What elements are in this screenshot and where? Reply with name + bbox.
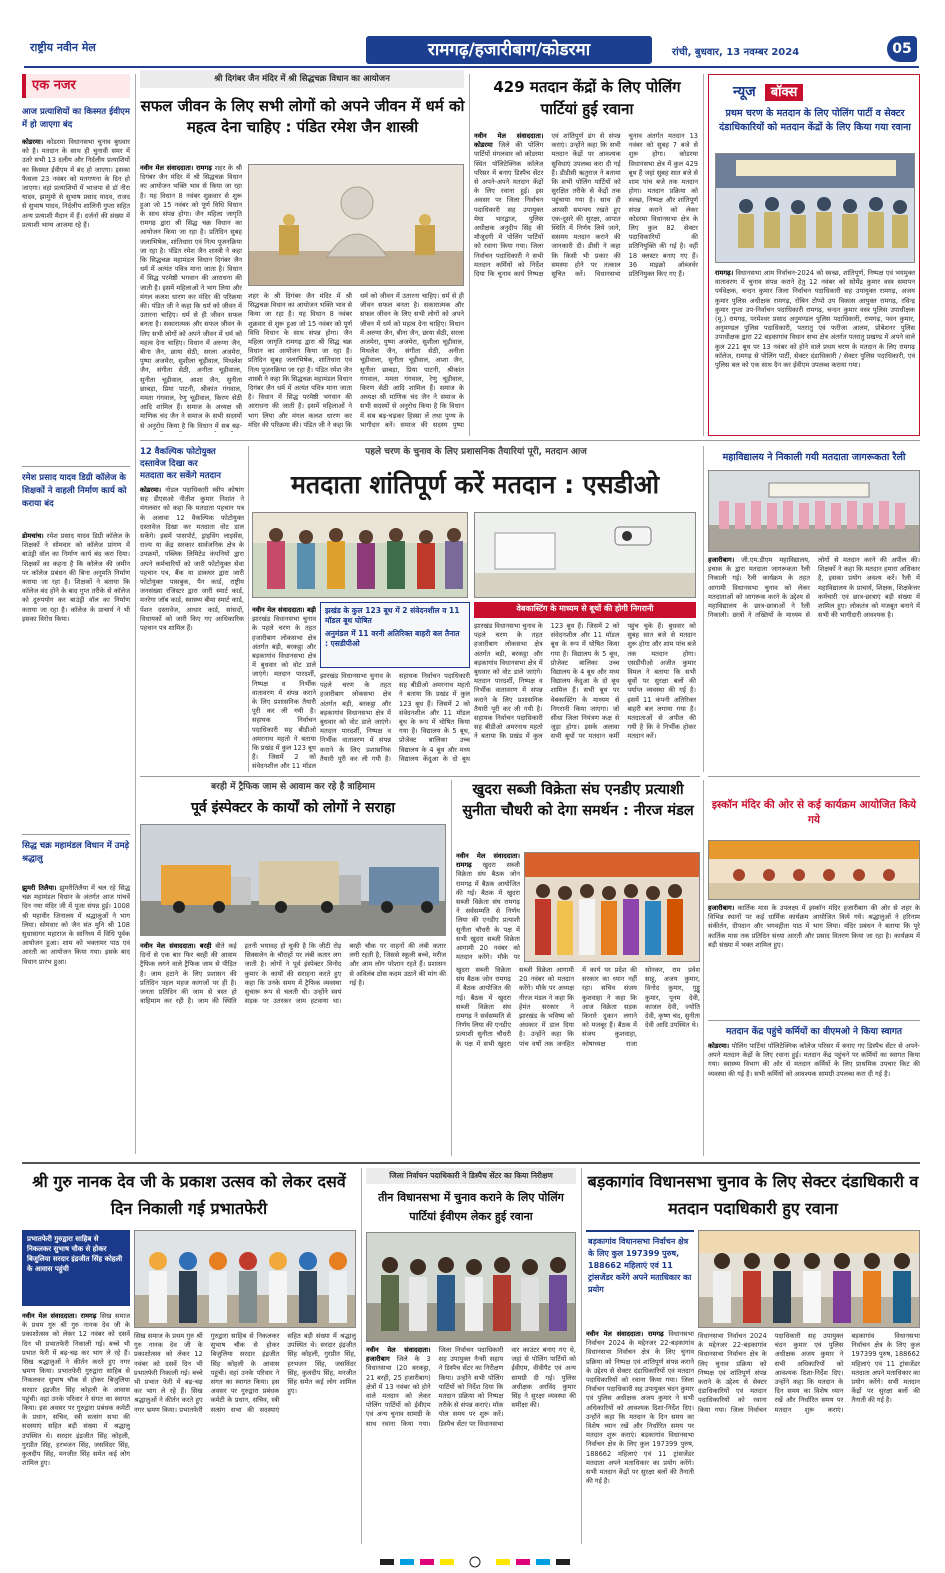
photo-id-box xyxy=(140,446,244,776)
guru-nanak-body-col1: नवीन मेल संवाददाता। रामगढ़ सिख समाज के प्रथम गुरु श्री गुरु नानक देव जी के प्रकाशोत्सव को लेकर 12 नवंबर को दसवें दिन भी प्रभातफेरी निकाली गई। बच्चे भी प्रभात फेरी में बढ़-चढ़ कर भाग ले रहे हैं। सिख श्रद्धालुओं ने कीर्तन करते हुए नगर भ्रमण किया। प्रभातफेरी गुरुद्वारा साहिब से निकलकर सुभाष चौक से होकर बिजुलिया सरदार इंद्रजीत सिंह कोहली के आवास पहुंची। वहां उनके परिवार ने संगत का स्वागत किया। इस अवसर पर गुरुद्वारा प्रबंधक कमेटी के प्रधान, सचिव, स्त्री सत्संग सभा की सदस्याएं सहित बड़ी संख्या में श्रद्धालु उपस्थित थे। सरदार इंद्रजीत सिंह कोहली, गुरप्रीत सिंह, हरभजन सिंह, जसविंदर सिंह, कुलदीप सिंह, मनजीत सिंह समेत कई लोग शामिल हुए। xyxy=(22,1312,130,1468)
vendors-body-col1: नवीन मेल संवाददाता। रामगढ़ खुदरा सब्जी विक्रेता संघ बैठक जोन रामगढ़ में बैठक आयोजित की गई। बैठक में खुदरा सब्जी विक्रेता संघ रामगढ़ ने सर्वसम्मति से निर्णय लिया की एनडीए प्रत्याशी सुनीता चौधरी के पक्ष में सभी खुदरा सब्जी विक्रेता आगामी 20 नवंबर को मतदान करेंगे। मौके पर xyxy=(456,852,520,962)
traffic-headline: पूर्व इंस्पेक्टर के कार्यों को लोगों ने सराहा xyxy=(190,800,396,816)
section-title: रामगढ़/हजारीबाग/कोडरमा xyxy=(427,40,591,60)
booth-staff-headline: मतदान केंद्र पहुंचे कर्मियों का वीएमओ ने किया स्वागत xyxy=(725,1027,903,1037)
news-box xyxy=(708,74,920,436)
photo-id-headline: 12 वैकल्पिक फोटोयुक्त दस्तावेज दिखा कर मतदाता कर सकेंगे मतदान xyxy=(140,447,221,481)
sidebar-ek-nazar xyxy=(22,74,130,1159)
traffic-photo xyxy=(140,824,446,936)
sidebar-item-1-headline: आज प्रत्याशियों का किस्मत ईवीएम में हो जाएगा बंद xyxy=(22,107,130,130)
news-box-headline: प्रथम चरण के मतदान के लिए पोलिंग पार्टी व सेक्टर दंडाधिकारियों को मतदान केंद्रों के लिए किया गया रवाना xyxy=(719,108,911,133)
vendors-body: खुदरा सब्जी विक्रेता संघ बैठक जोन रामगढ़ में बैठक आयोजित की गई। बैठक में खुदरा सब्जी विक्रेता संघ रामगढ़ ने सर्वसम्मति से निर्णय लिया की एनडीए प्रत्याशी सुनीता चौधरी के पक्ष में सभी खुदरा सब्जी विक्रेता आगामी 20 नवंबर को मतदान करेंगे। मौके पर अध्यक्ष नीरज मंडल ने कहा कि हेमंत सरकार ने झारखंड के भविष्य को अंधकार में डाल दिया है। उन्होंने कहा कि पांच वर्षों तक जनहित में कार्य पर प्रदेश की सरकार का ध्यान नहीं रहा। सचिव संजय कुशवाहा ने कहा कि आज विक्रेता सड़क किनारे दुकान लगाने को मजबूर हैं। बैठक में संजय कुशवाहा, कोषाध्यक्ष राजा सोनकर, राम प्रवेश साहू, अजय कुमार, विनोद कुमार, गुड्डू कुमार, पूनम देवी, काजल देवी, ज्योति देवी, कृष्ण चंद, सुनीता देवी आदि उपस्थित थे। xyxy=(456,966,700,1048)
guru-nanak-photo xyxy=(134,1230,356,1328)
jain-event-body-cont: शहर के श्री दिगंबर जैन मंदिर में श्री सिद्धचक्र विधान का आयोजन भक्ति भाव से किया जा रहा है। यह विधान 8 नवंबर शुक्रवार से शुरू हुआ जो 15 नवंबर को पूर्ण विधि विधान के साथ संपन्न होगा। जैन महिला जागृति रामगढ़ द्वारा श्री सिद्ध चक्र विधान का आयोजन किया जा रहा है। प्रतिदिन सुबह जलाभिषेक, शांतिधारा एवं नित्य पूजनक्रिया जा रहा है। पंडित रमेश जैन शास्त्री ने कहा कि सिद्धचक्र महामंडल विधान दिगंबर जैन धर्म में अत्यंत पवित्र माना जाता है। विधान में सिद्ध परमेष्ठी भगवान की आराधना की जाती है। इसमें महिलाओं ने भाग लिया और मंगल कलश धारण कर मंदिर की परिक्रमा की। पंडित जी ने कहा कि धर्म को जीवन में उतारना चाहिए। धर्म से ही जीवन सफल बनता है। सकारात्मक और सफल जीवन के लिए सभी लोगों को अपने जीवन में धर्म को महत्व देना चाहिए। विधान में अरुणा जैन, बीना जैन, छाया सेठी, सरला अजमेरा, पुष्पा अजमेरा, सुशीला चूड़ीवाल, मिथलेश जैन, संगीता सेठी, अनीता चूड़ीवाला, सुनीता चूड़ीवाल, आशा जैन, सुनीता छाबड़ा, प्रिया पाटनी, श्रीकांत गंगवाल, ममता गंगवाल, रेणु चूड़ीवाल, किरण सेठी आदि शामिल हैं। समाज के अध्यक्ष श्री माणिक चंद जैन ने समाज के सभी सदस्यों से अनुरोध किया है कि विधान में सब बढ़-चढ़कर हिस्सा लें तथा पुण्य के भागीदार बनें। समाज की सदस्य पुष्पा xyxy=(248,292,464,429)
evm-headline: तीन विधानसभा में चुनाव कराने के लिए पोलिंग पार्टियां ईवीएम लेकर हुई रवाना xyxy=(378,1191,564,1223)
polling-parties-body: नवीन मेल संवाददाता। कोडरमा जिले की पोलिंग पार्टियों मंगलवार को कोडरमा स्थित पॉलिटेक्निक कॉलेज परिसर में बनाए डिस्पैच सेंटर से अपने-अपने मतदान केंद्रों के लिए रवाना हुई। इस अवसर पर जिला निर्वाचन पदाधिकारी सह उपायुक्त मेघा भारद्वाज, पुलिस अधीक्षक अनुदीप सिंह की मौजूदगी में पोलिंग पार्टियों को रवाना किया गया। जिला निर्वाचन पदाधिकारी ने सभी मतदान कर्मियों को निर्देश दिया कि चुनाव कार्य निष्पक्ष एवं शांतिपूर्ण ढंग से संपन्न कराएं। उन्होंने कहा कि सभी मतदान केंद्रों पर आवश्यक सुविधाएं उपलब्ध करा दी गई हैं। डीडीसी ऋतुराज ने बताया कि सभी पोलिंग पार्टियों को सुरक्षित तरीके से केंद्रों तक पहुंचाया गया है। साथ ही आपसी समन्वय रखते हुए एक-दूसरे की सुरक्षा, आपात स्थिति में निर्णय लिये जाने, ससमय मतदान कराने की जानकारी दी। डीसी ने कहा कि किसी भी प्रकार की समस्या होने पर तत्काल सूचित करें। विधानसभा चुनाव अंतर्गत मतदान 13 नवंबर को सुबह 7 बजे से शुरू होगा। कोडरमा विधानसभा क्षेत्र में कुल 429 बूथ हैं जहां सुबह सात बजे से शाम पांच बजे तक मतदान होगा। मतदान प्रक्रिया को स्वच्छ, निष्पक्ष और शांतिपूर्ण संपन्न कराने को लेकर कोडरमा विधानसभा क्षेत्र के लिए कुल 82 सेक्टर पदाधिकारियों की प्रतिनियुक्ति की गई है। वहीं 18 क्लस्टर बनाए गए हैं। 36 माइक्रो ऑब्जर्वर प्रतिनियुक्त किए गए हैं। xyxy=(474,132,698,279)
iskcon-body: हजारीबाग। कार्तिक मास के उपलक्ष्य में इस्कॉन मंदिर हजारीबाग की ओर से शहर के विभिन्न स्थानों पर कई धार्मिक कार्यक्रम आयोजित किये गये। श्रद्धालुओं ने हरिनाम संकीर्तन, दीपदान और भगवद्गीता पाठ में भाग लिया। मंदिर प्रबंधन ने बताया कि पूरे कार्तिक मास तक प्रतिदिन संध्या आरती और प्रसाद वितरण किया जा रहा है। कार्यक्रम में बड़ी संख्या में भक्त शामिल हुए। xyxy=(708,904,920,949)
peaceful-voting-kicker: पहले चरण के चुनाव के लिए प्रशासनिक तैयारियां पूरी, मतदान आज xyxy=(365,447,587,457)
sidebar-item-1-body: कोडरमा। कोडरमा विधानसभा चुनाव बुधवार को है। मतदान के साथ ही चुनावी समर में उतरे सभी 13 दलीय और निर्दलीय प्रत्याशियों का किस्मत ईवीएम में बंद हो जाएगा। इसका फैसला 23 नवंबर को मतगणना के दिन हो जाएगा। वहां प्रत्याशियों में भाजपा से डॉ नीरा यादव, झामुमो से सुभाष प्रसाद यादव, राजद से सुभाष यादव, निर्दलीय शालिनी गुप्ता सहित अन्य प्रत्याशी मैदान में हैं। दर्जनों की संख्या में प्रत्याशी भाग्य आजमा रहे हैं। xyxy=(22,138,130,229)
sidebar-item-2-body: डोमचांच। रमेश प्रसाद यादव डिग्री कॉलेज के शिक्षकों ने सोमवार को कॉलेज प्रांगण में बाउंड्री वॉल का निर्माण कार्य बंद करा दिया। शिक्षकों का कहना है कि कॉलेज की जमीन पर कॉलेज प्रबंधन की बिना अनुमति निर्माण कराया जा रहा है। शिक्षकों ने बताया कि कॉलेज बंद होने के बाद गुप्त तरीके से कॉलेज को दुरुपयोग कर बाउंड्री वॉल का निर्माण कराया जा रहा है। कॉलेज के प्राचार्य ने भी इसका विरोध किया। xyxy=(22,532,130,623)
news-box-body: रामगढ़। विधानसभा आम निर्वाचन-2024 को स्वच्छ, शांतिपूर्ण, निष्पक्ष एवं भयमुक्त वातावरण में चुनाव संपन्न कराने हेतु 12 नवंबर को सोमेंद्र कुमार वस्त्र समापन पर्यवेक्षक, चन्दन कुमार जिला निर्वाचन पदाधिकारी सह उपायुक्त रामगढ़, अजय कुमार पुलिस अधीक्षक रामगढ़, रोबिन टोप्पो उप विकास आयुक्त रामगढ़, रविन्द्र कुमार गुप्ता उप-निर्वाचन पदाधिकारी रामगढ़, चन्दन कुमार वस्त्र पुलिस उपाधीक्षक (मु.) रामगढ़, परमेश्वर प्रसाद अनुमण्डल पुलिस पदाधिकारी, रामगढ़, पवन कुमार, अनुमण्डल पुलिस पदाधिकारी, पतरातु एवं फरीजा आलम, प्रोबेशनर पुलिस उपाधीक्षक द्वारा 22 बड़कागांव विधान सभा क्षेत्र अंतर्गत पतरातु प्रखण्ड में अपने वाले कुल 221 बूथ पर 13 नवंबर को होने वाले प्रथम चरण के मतदान के लिए रामगढ़ कॉलेज, रामगढ़ से पोलिंग पार्टी, सेक्टर दंडाधिकारी / सेक्टर पुलिस पदाधिकारी, एवं पुलिस बल को एक साथ दैन कर ईवीएम उपलब्ध कराया गया। xyxy=(715,269,915,370)
dateline: रांची, बुधवार, 13 नवम्बर 2024 xyxy=(672,47,800,58)
sidebar-item-3-headline: सिद्ध चक्र महामंडल विधान में उमड़े श्रद्धालु xyxy=(22,841,130,864)
sidebar-item-2-headline: रमेश प्रसाद यादव डिग्री कॉलेज के शिक्षकों ने वाहली निर्माण कार्य को कराया बंद xyxy=(22,473,127,509)
page-number: 05 xyxy=(887,36,917,62)
peaceful-voting-body-left: नवीन मेल संवाददाता। बड़ी झारखंड विधानसभा चुनाव के पहले चरण के तहत हजारीबाग लोकसभा क्षेत्र अंतर्गत बड़ी, बरकट्ठा और बड़कागांव विधानसभा क्षेत्र में बुधवार को वोट डाले जाएंगे। मतदान पारदर्शी, निष्पक्ष व निर्भीक वातावरण में संपन्न कराने के लिए प्रशासनिक तैयारी पूरी कर ली गयी है। सहायक निर्वाचन पदाधिकारी सह बीडीओ अमरनाथ महतो ने बताया कि प्रखंड में कुल 123 बूथ हैं। जिसमें 2 को संवेदनशील और 11 मॉडल xyxy=(252,606,316,771)
iskcon-photo xyxy=(708,840,920,900)
vendors-body-top xyxy=(358,852,359,853)
peaceful-voting-headline: मतदाता शांतिपूर्ण करें मतदान : एसडीओ xyxy=(290,470,660,499)
barkagaon-headline: बड़कागांव विधानसभा चुनाव के लिए सेक्टर दंडाधिकारी व मतदान पदाधिकारी हुए रवाना xyxy=(587,1172,919,1218)
traffic-kicker: बरही में ट्रैफिक जाम से आवाम कर रहे है त्राहिमाम xyxy=(211,782,375,792)
jain-event-headline: सफल जीवन के लिए सभी लोगों को अपने जीवन में धर्म को महत्व देना चाहिए : पंडित रमेश जैन शास्त्री xyxy=(140,97,465,136)
peaceful-voting-body-mid: झारखंड विधानसभा चुनाव के पहले चरण के तहत हजारीबाग लोकसभा क्षेत्र अंतर्गत बड़ी, बरकट्ठा और बड़कागांव विधानसभा क्षेत्र में बुधवार को वोट डाले जाएंगे। मतदान पारदर्शी, निष्पक्ष व निर्भीक वातावरण में संपन्न कराने के लिए प्रशासनिक तैयारी पूरी कर ली गयी है। सहायक निर्वाचन पदाधिकारी सह बीडीओ अमरनाथ महतो ने बताया कि प्रखंड में कुल 123 बूथ हैं। जिसमें 2 को संवेदनशील और 11 मॉडल बूथ के रूप में घोषित किया गया है। विद्यालय के 5 बूथ, प्रोजेक्ट बालिका उच्च विद्यालय के 4 बूथ और मध्य विद्यालय केंदुआ के दो बूथ xyxy=(320,672,470,763)
callout-1: झखंड के कुल 123 बूथ में 2 संवेदनशील व 11 मॉडल बूथ घोषित xyxy=(325,606,460,625)
sidebar-item-3-body: झुमरी तिलैया। झुमरीतिलैया में चल रहे सिद्ध चक्र महामंडल विधान के अंतर्गत आज पांचवें दिन नया मंदिर जी में पूजा संपन्न हुई। 1008 श्री महावीर जिनालय में श्रद्धालुओं ने भाग लिया। सोमवार को जैन संत मुनि श्री 108 सुधासागर महाराज के सानिध्य में विधि पूर्वक आयोजन हुआ। शाम को भक्तामर पाठ एवं आरती का आयोजन किया गया। इसके बाद विधान प्रारंभ हुआ। xyxy=(22,884,130,966)
photo-id-body: कोडरमा। नोडल पदाधिकारी स्वीप कोषांग सह डीएसओ नीतीश कुमार निशांत ने मंगलवार को कहा कि मतदाता पहचान पत्र के अलावा 12 वैकल्पिक फोटोयुक्त दस्तावेज दिखा कर मतदाता वोट डाल सकेंगे। इसमें पासपोर्ट, ड्राइविंग लाइसेंस, राज्य या केंद्र सरकार सार्वजनिक क्षेत्र के उपक्रमों, पब्लिक लिमिटेड कंपनियों द्वारा अपने कर्मचारियों को जारी फोटोयुक्त सेवा पहचान पत्र, बैंक या डाकघर द्वारा जारी फोटोयुक्त पासबुक, पैन कार्ड, राष्ट्रीय जनसंख्या रजिस्टर द्वारा जारी स्मार्ट कार्ड, मनरेगा जॉब कार्ड, स्वास्थ्य बीमा स्मार्ट कार्ड, पेंशन दस्तावेज, आधार कार्ड, सांसदों, विधायकों को जारी किए गए आधिकारिक पहचान पत्र शामिल हैं। xyxy=(140,486,244,633)
traffic-body: नवीन मेल संवाददाता। बरही बीते कई दिनों से एक बार फिर बरही की आवाम ट्रैफिक लगने वाले ट्रैफिक जाम से पीड़ित है। जाम हटाने के लिए प्रशासन की प्रतिदिन पहल महज कागजों पर ही है। जनता प्रतिदिन की जाम से त्रस्त हो त्राहिमाम कर रही है। जाम की स्थिति इतनी भयावह हो चुकी है कि जीटी रोड़ सिक्सलेन के चौराहों पर लंबी कतार लग जाती है। लोगों ने पूर्व इंस्पेक्टर विनोद कुमार के कार्यों की सराहना करते हुए कहा कि उनके समय में ट्रैफिक व्यवस्था सुचारू रूप से चलती थी। उन्होंने स्वयं सड़क पर उतरकर जाम हटवाया था। बरही चौक पर वाहनों की लंबी कतार लगी रहती है, जिससे स्कूली बच्चे, मरीज और आम लोग परेशान रहते हैं। प्रशासन से अविलंब ठोस कदम उठाने की मांग की गई है। xyxy=(140,942,446,1006)
guru-nanak-callout: प्रभातफेरी गुरुद्वारा साहिब से निकलकर सुभाष चौक से होकर बिजुलिया सरदार इंद्रजीत सिंह कोहली के आवास पहुंची xyxy=(22,1230,130,1306)
news-box-photo xyxy=(715,153,915,263)
paper-name: राष्ट्रीय नवीन मेल xyxy=(30,41,96,54)
rally-photo xyxy=(708,470,920,552)
jain-idol-photo xyxy=(248,164,464,286)
peaceful-voting-photo-1 xyxy=(252,512,468,598)
masthead xyxy=(0,0,945,72)
evm-kicker: जिला निर्वाचन पदाधिकारी ने डिस्पैच सेंटर का किया निरीक्षण xyxy=(366,1168,576,1184)
callout-boxes xyxy=(320,602,470,668)
section-title-bar xyxy=(366,36,652,64)
sidebar-section-label: एक नजर xyxy=(22,74,130,98)
rally-body: हजारीबाग। जी.एम.डीएम महाविद्यालय, इचाक के द्वारा मतदाता जागरूकता रैली निकाली गई। रैली कार्यक्रम के तहत आगामी विधानसभा चुनाव को लेकर मतदाताओं को जागरूक करने के उद्देश्य से महाविद्यालय के छात्र-छात्राओं ने रैली निकाली। छात्रों ने तख्तियों के माध्यम से लोगों से मतदान करने की अपील की। शिक्षकों ने कहा कि मतदान हमारा अधिकार है, इसका प्रयोग अवश्य करें। रैली में महाविद्यालय के प्राचार्य, शिक्षक, शिक्षकेत्तर कर्मचारी एवं छात्र-छात्राएं बड़ी संख्या में शामिल हुए। लोकतंत्र को मजबूत बनाने में सभी की भागीदारी आवश्यक है। xyxy=(708,556,920,620)
barkagaon-body-col1: नवीन मेल संवाददाता। रामगढ़ विधानसभा निर्वाचन 2024 के मद्देनजर 22-बड़कागांव विधानसभा निर्वाचन क्षेत्र के लिए चुनाव प्रक्रिया को निष्पक्ष एवं शांतिपूर्ण संपन्न कराने के उद्देश्य से सेक्टर दंडाधिकारियों एवं मतदान पदाधिकारियों को रवाना किया गया। जिला निर्वाचन पदाधिकारी सह उपायुक्त चंदन कुमार एवं पुलिस अधीक्षक अजय कुमार ने सभी अधिकारियों को आवश्यक दिशा-निर्देश दिए। उन्होंने कहा कि मतदान के दिन समय का विशेष ध्यान रखें और निर्धारित समय पर मतदान शुरू कराएं। बड़कागांव विधानसभा निर्वाचन क्षेत्र के लिए कुल 197399 पुरुष, 188662 महिलाएं एवं 11 ट्रांसजेंडर मतदाता अपने मताधिकार का प्रयोग करेंगे। सभी मतदान केंद्रों पर सुरक्षा बलों की तैनाती की गई है। xyxy=(586,1330,694,1486)
jain-event-body-col1: नवीन मेल संवाददाता। रामगढ़ शहर के श्री दिगंबर जैन मंदिर में श्री सिद्धचक्र विधान का आयोजन भक्ति भाव से किया जा रहा है। यह विधान 8 नवंबर शुक्रवार से शुरू हुआ जो 15 नवंबर को पूर्ण विधि विधान के साथ संपन्न होगा। जैन महिला जागृति रामगढ़ द्वारा श्री सिद्ध चक्र विधान का आयोजन किया जा रहा है। प्रतिदिन सुबह जलाभिषेक, शांतिधारा एवं नित्य पूजनक्रिया जा रहा है। पंडित रमेश जैन शास्त्री ने कहा कि सिद्धचक्र महामंडल विधान दिगंबर जैन धर्म में अत्यंत पवित्र माना जाता है। विधान में सिद्ध परमेष्ठी भगवान की आराधना की जाती है। इसमें महिलाओं ने भाग लिया और मंगल कलश धारण कर मंदिर की परिक्रमा की। पंडित जी ने कहा कि धर्म को जीवन में उतारना चाहिए। धर्म से ही जीवन सफल बनता है। सकारात्मक और सफल जीवन के लिए सभी लोगों को अपने जीवन में धर्म को महत्व देना चाहिए। विधान में अरुणा जैन, बीना जैन, छाया सेठी, सरला अजमेरा, पुष्पा अजमेरा, सुशीला चूड़ीवाल, मिथलेश जैन, संगीता सेठी, अनीता चूड़ीवाला, सुनीता चूड़ीवाल, आशा जैन, सुनीता छाबड़ा, प्रिया पाटनी, श्रीकांत गंगवाल, ममता गंगवाल, रेणु चूड़ीवाल, किरण सेठी आदि शामिल हैं। समाज के अध्यक्ष श्री माणिक चंद जैन ने समाज के सभी सदस्यों से अनुरोध किया है कि विधान में सब बढ़- xyxy=(140,164,242,430)
booth-staff-body: कोडरमा। पोलिंग पार्टियां पॉलिटेक्निक कॉलेज परिसर में बनाए गए डिस्पैच सेंटर से अपने-अपने मतदान केंद्रों के लिए रवाना हुई। मतदान केंद्र पहुंचने पर कर्मियों का स्वागत किया गया। स्वास्थ्य विभाग की ओर से मतदान कर्मियों के लिए प्राथमिक उपचार किट की व्यवस्था की गई है। सभी कर्मियों को आवश्यक सामग्री उपलब्ध करा दी गई है। xyxy=(708,1042,920,1078)
barkagaon-body: विधानसभा निर्वाचन 2024 के मद्देनजर 22-बड़कागांव विधानसभा निर्वाचन क्षेत्र के लिए चुनाव प्रक्रिया को निष्पक्ष एवं शांतिपूर्ण संपन्न कराने के उद्देश्य से सेक्टर दंडाधिकारियों एवं मतदान पदाधिकारियों को रवाना किया गया। जिला निर्वाचन पदाधिकारी सह उपायुक्त चंदन कुमार एवं पुलिस अधीक्षक अजय कुमार ने सभी अधिकारियों को आवश्यक दिशा-निर्देश दिए। उन्होंने कहा कि मतदान के दिन समय का विशेष ध्यान रखें और निर्धारित समय पर मतदान शुरू कराएं। बड़कागांव विधानसभा निर्वाचन क्षेत्र के लिए कुल 197399 पुरुष, 188662 महिलाएं एवं 11 ट्रांसजेंडर मतदाता अपने मताधिकार का प्रयोग करेंगे। सभी मतदान केंद्रों पर सुरक्षा बलों की तैनाती की गई है। xyxy=(698,1332,920,1414)
barkagaon-callout: बड़कागांव विधानसभा निर्वाचन क्षेत्र के लिए कुल 197399 पुरुष, 188662 महिलाएं एवं 11 ट्रांसजेंडर करेंगे अपने मताधिकार का प्रयोग xyxy=(586,1230,694,1326)
webcast-caption: वेबकास्टिंग के माध्यम से बूथों की होगी निगरानी xyxy=(474,602,696,618)
jain-event-kicker: श्री दिगंबर जैन मंदिर में श्री सिद्धचक्र विधान का आयोजन xyxy=(140,70,464,88)
barkagaon-photo xyxy=(698,1230,920,1328)
vendors-photo xyxy=(524,852,700,962)
guru-nanak-headline: श्री गुरु नानक देव जी के प्रकाश उत्सव को लेकर दसवें दिन निकाली गई प्रभातफेरी xyxy=(32,1172,346,1218)
news-box-label: न्यूज बॉक्स xyxy=(733,81,897,103)
vendors-headline: खुदरा सब्जी विक्रेता संघ एनडीए प्रत्याशी सुनीता चौधरी को देगा समर्थन : नीरज मंडल xyxy=(462,782,694,819)
evm-body: नवीन मेल संवाददाता। हजारीबाग जिले के 3 विधानसभा (20 बरकट्ठा, 21 बरही, 25 हजारीबाग) क्षेत्रों में 13 नवंबर को होने वाले मतदान को लेकर पोलिंग पार्टियों को ईवीएम एवं अन्य चुनाव सामग्री के साथ रवाना किया गया। जिला निर्वाचन पदाधिकारी सह उपायुक्त नैन्सी सहाय ने डिस्पैच सेंटर का निरीक्षण किया। उन्होंने सभी पोलिंग पार्टियों को निर्देश दिया कि मतदान प्रक्रिया को निष्पक्ष तरीके से संपन्न कराएं। मॉक पोल समय पर शुरू करें। डिस्पैच सेंटर पर विधानसभा वार काउंटर बनाए गए थे, जहां से पोलिंग पार्टियों को ईवीएम, वीवीपैट एवं अन्य सामग्री दी गई। पुलिस अधीक्षक अरविंद कुमार सिंह ने सुरक्षा व्यवस्था की समीक्षा की। xyxy=(366,1346,576,1428)
print-registration-marks xyxy=(380,1553,570,1565)
polling-parties-headline: 429 मतदान केंद्रों के लिए पोलिंग पार्टियां हुई रवाना xyxy=(493,78,681,118)
evm-photo xyxy=(366,1232,576,1342)
peaceful-voting-photo-2 xyxy=(474,512,696,598)
guru-nanak-body: सिख समाज के प्रथम गुरु श्री गुरु नानक देव जी के प्रकाशोत्सव को लेकर 12 नवंबर को दसवें दिन भी प्रभातफेरी निकाली गई। बच्चे भी प्रभात फेरी में बढ़-चढ़ कर भाग ले रहे हैं। सिख श्रद्धालुओं ने कीर्तन करते हुए नगर भ्रमण किया। प्रभातफेरी गुरुद्वारा साहिब से निकलकर सुभाष चौक से होकर बिजुलिया सरदार इंद्रजीत सिंह कोहली के आवास पहुंची। वहां उनके परिवार ने संगत का स्वागत किया। इस अवसर पर गुरुद्वारा प्रबंधक कमेटी के प्रधान, सचिव, स्त्री सत्संग सभा की सदस्याएं सहित बड़ी संख्या में श्रद्धालु उपस्थित थे। सरदार इंद्रजीत सिंह कोहली, गुरप्रीत सिंह, हरभजन सिंह, जसविंदर सिंह, कुलदीप सिंह, मनजीत सिंह समेत कई लोग शामिल हुए। xyxy=(134,1332,356,1414)
callout-2: अनुमंडल में 11 वरनी अतिरिक्त बाहरी बल तैनात : एसडीपीओ xyxy=(325,629,460,648)
rally-headline: महाविद्यालय ने निकाली गयी मतदाता जागरूकता रैली xyxy=(722,452,906,463)
peaceful-voting-body-right: झारखंड विधानसभा चुनाव के पहले चरण के तहत हजारीबाग लोकसभा क्षेत्र अंतर्गत बड़ी, बरकट्ठा और बड़कागांव विधानसभा क्षेत्र में बुधवार को वोट डाले जाएंगे। मतदान पारदर्शी, निष्पक्ष व निर्भीक वातावरण में संपन्न कराने के लिए प्रशासनिक तैयारी पूरी कर ली गयी है। सहायक निर्वाचन पदाधिकारी सह बीडीओ अमरनाथ महतो ने बताया कि प्रखंड में कुल 123 बूथ हैं। जिसमें 2 को संवेदनशील और 11 मॉडल बूथ के रूप में घोषित किया गया है। विद्यालय के 5 बूथ, प्रोजेक्ट बालिका उच्च विद्यालय के 4 बूथ और मध्य विद्यालय केंदुआ के दो बूथ शामिल हैं। सभी बूथ पर वेबकास्टिंग के माध्यम से निगरानी किया जाएगा। जो सीधा जिला नियंत्रण कक्ष से जुड़ा होगा। इसके अलावा सभी बूथों पर मतदान कर्मी पहुंच चुके हैं। बुधवार को सुबह सात बजे से मतदान शुरू होगा और शाम पांच बजे तक मतदान होगा। एसडीपीओ अजीत कुमार विमल ने बताया कि सभी बूथों पर सुरक्षा बलों की पर्याप्त व्यवस्था की गई है। इसमें 11 कंपनी अतिरिक्त बाहरी बल लगाया गया है। मतदाताओं से अपील की गयी है कि वे निर्भीक होकर मतदान करें। xyxy=(474,622,696,741)
iskcon-headline: इस्कॉन मंदिर की ओर से कई कार्यक्रम आयोजित किये गये xyxy=(711,799,917,826)
